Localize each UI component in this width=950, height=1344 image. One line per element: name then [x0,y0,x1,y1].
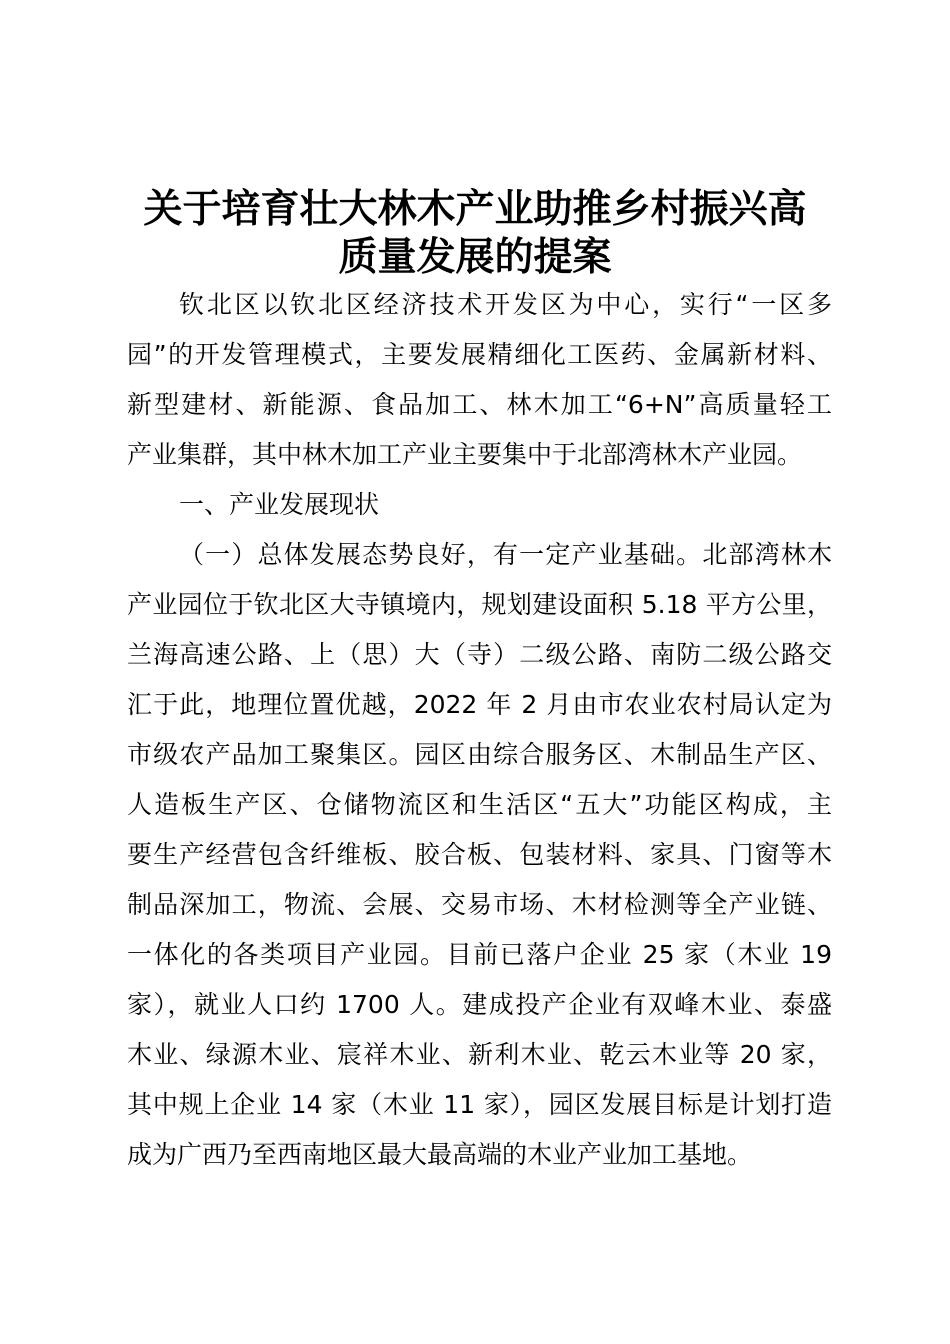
text-line: 要生产经营包含纤维板、胶合板、包装材料、家具、门窗等木 [127,840,832,869]
text-line: 家），就业人口约 1700 人。建成投产企业有双峰木业、泰盛 [127,990,832,1019]
text-line: 制品深加工，物流、会展、交易市场、木材检测等全产业链、 [127,890,832,919]
text-line: 钦北区以钦北区经济技术开发区为中心，实行“一区多 [179,290,832,319]
document-body [127,280,832,1180]
paragraph [127,530,832,1180]
text-line: 市级农产品加工聚集区。园区由综合服务区、木制品生产区、 [127,740,832,769]
text-line: 新型建材、新能源、食品加工、林木加工“6+N”高质量轻工 [127,390,832,419]
text-line: 木业、绿源木业、宸祥木业、新利木业、乾云木业等 20 家， [127,1040,832,1069]
paragraph [127,280,832,480]
text-line: 产业园位于钦北区大寺镇境内，规划建设面积 5.18 平方公里， [127,590,832,619]
text-line: 兰海高速公路、上（思）大（寺）二级公路、南防二级公路交 [127,640,832,669]
text-line: 人造板生产区、仓储物流区和生活区“五大”功能区构成，主 [127,790,832,819]
document-title-line-1: 关于培育壮大林木产业助推乡村振兴高 [143,187,807,232]
text-line: 一体化的各类项目产业园。目前已落户企业 25 家（木业 19 [127,940,832,969]
text-line: 园”的开发管理模式，主要发展精细化工医药、金属新材料、 [127,340,832,369]
text-line: 汇于此，地理位置优越，2022 年 2 月由市农业农村局认定为 [127,690,832,719]
document-title-line-2: 质量发展的提案 [338,235,612,280]
text-line: 一、产业发展现状 [179,490,380,519]
section-heading [127,480,832,530]
text-line: 产业集群，其中林木加工产业主要集中于北部湾林木产业园。 [127,440,803,469]
text-line: 其中规上企业 14 家（木业 11 家），园区发展目标是计划打造 [127,1090,832,1119]
text-line: 成为广西乃至西南地区最大最高端的木业产业加工基地。 [127,1140,753,1169]
text-line: （一）总体发展态势良好，有一定产业基础。北部湾林木 [179,540,832,569]
